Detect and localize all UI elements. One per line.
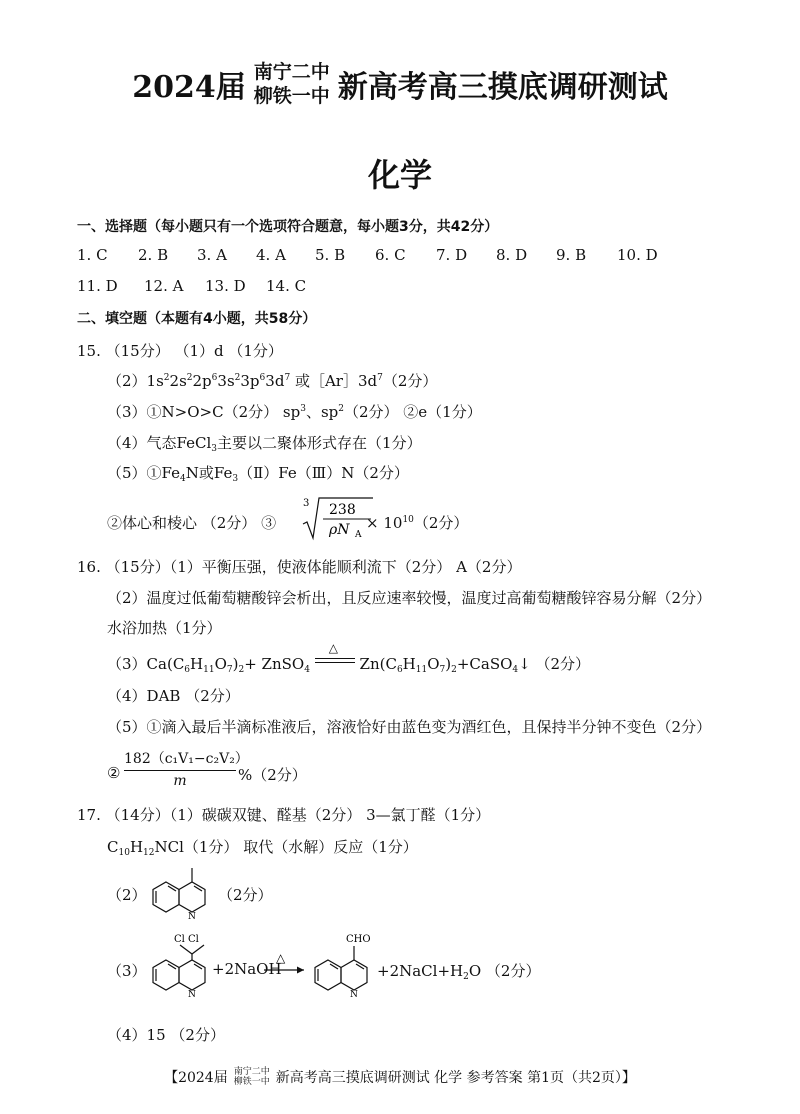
answer: 11. D xyxy=(77,277,118,295)
q16-part2: （2）温度过低葡萄糖酸锌会析出，且反应速率较慢，温度过高葡萄糖酸锌容易分解（2分） xyxy=(107,589,712,607)
fraction-numerator: 182（c₁V₁−c₂V₂） xyxy=(124,748,236,771)
q17-part2-score: （2分） xyxy=(218,886,273,904)
q16-part2b: 水浴加热（1分） xyxy=(107,619,222,637)
q16-part3: $(3)Ca(C_6H_{11}O_7)_2+$ ZnSO$_4$ △ $Zn(C_6H_{11}O_7)_2+CaSO_4↓$ （2分） xyxy=(107,641,591,675)
chlorine-atoms: Cl Cl xyxy=(174,934,199,945)
answer: 10. D xyxy=(617,246,658,264)
title-exam: 新高考高三摸底调研测试 xyxy=(337,70,668,105)
root-index: 3 xyxy=(303,498,310,509)
answer: 12. A xyxy=(144,277,184,295)
exam-title xyxy=(0,60,800,108)
page-footer xyxy=(0,1067,800,1087)
footer-schools xyxy=(234,1067,270,1087)
answer: 5. B xyxy=(315,246,346,264)
nitrogen-atom: N xyxy=(188,990,196,998)
q16-part6-tail: %（2分） xyxy=(238,766,307,784)
root-denominator-sub: A xyxy=(355,530,362,540)
q17-head: 17. （14分）（1）碳碳双键、醛基（2分） 3—氯丁醛（1分） xyxy=(77,806,491,824)
q16-head: 16. （15分）（1）平衡压强，使液体能顺利流下（2分） A（2分） xyxy=(77,558,522,576)
q15-part6-tail: × $10^{10}(2$分） xyxy=(366,514,469,532)
q17-part1b: $C_{10}H_{12}NCl(1$分） 取代（水解）反应（1分） xyxy=(107,838,418,858)
q15-part6-text: ②体心和棱心 （2分） ③ xyxy=(107,514,277,532)
quinoline-aldehyde-structure xyxy=(302,928,382,998)
q17-part2-label: （2） xyxy=(107,886,147,904)
footer-school-2: 柳铁一中 xyxy=(233,1077,270,1087)
dichloromethyl-quinoline-structure xyxy=(140,928,220,998)
answer: 1. C xyxy=(77,246,108,264)
nitrogen-atom: N xyxy=(350,990,358,998)
title-schools xyxy=(254,60,330,108)
reaction-condition: △ xyxy=(315,653,355,669)
q17-part4: （4）15 （2分） xyxy=(107,1026,225,1044)
q15-part4: （4）气态FeCl$_3$主要以二聚体形式存在（1分） xyxy=(107,434,422,454)
q16-part4: （4）DAB （2分） xyxy=(107,687,240,705)
answer: 6. C xyxy=(375,246,406,264)
answer: 7. D xyxy=(436,246,468,264)
section2-title: 二、填空题（本题有4小题，共58分） xyxy=(77,311,317,327)
fraction-denominator: m xyxy=(173,773,187,789)
footer-left: 【2024届 xyxy=(164,1070,228,1086)
title-year: 2024届 xyxy=(132,70,246,105)
footer-right: 新高考高三摸底调研测试 化学 参考答案 第1页（共2页）】 xyxy=(275,1070,636,1086)
answer: 2. B xyxy=(138,246,169,264)
answer: 14. C xyxy=(266,277,307,295)
purity-fraction xyxy=(124,748,249,789)
answer: 8. D xyxy=(496,246,528,264)
methylquinoline-structure xyxy=(140,862,220,922)
root-denominator: ρN xyxy=(329,522,350,538)
answer: 4. A xyxy=(256,246,286,264)
root-numerator: 238 xyxy=(329,502,356,518)
answer: 3. A xyxy=(197,246,227,264)
q17-part3-label: （3） xyxy=(107,962,147,980)
section1-title: 一、选择题（每小题只有一个选项符合题意，每小题3分，共42分） xyxy=(77,219,499,235)
heat-condition: △ xyxy=(276,951,286,965)
answer: 13. D xyxy=(205,277,246,295)
answer: 9. B xyxy=(556,246,587,264)
q15-part3: （3）①N>O>C（2分） $sp^3$、$sp^2(2$分） ②e（1分） xyxy=(107,403,482,421)
answers-row-2 xyxy=(77,277,306,295)
q16-part5: （5）①滴入最后半滴标准液后，溶液恰好由蓝色变为酒红色，且保持半分钟不变色（2分） xyxy=(107,718,712,736)
aldehyde-group: CHO xyxy=(346,934,371,945)
school-2: 柳铁一中 xyxy=(253,85,330,107)
q17-part3-reagent: +2NaOH xyxy=(212,960,282,978)
q15-head: 15. （15分） （1）d （1分） xyxy=(77,342,283,360)
q15-part5: $(5)①Fe_4N$或$Fe_3(Ⅱ)Fe(Ⅲ)N(2$分） xyxy=(107,464,409,484)
footer-school-1: 南宁二中 xyxy=(233,1067,270,1077)
subject-title: 化学 xyxy=(367,156,432,194)
answers-row-1 xyxy=(77,246,658,264)
q16-part6-label: ② xyxy=(107,764,121,782)
q15-part2: $(2)1s^22s^22p^63s^23p^63d^7$ 或$[Ar]3d^7(2$分） xyxy=(107,372,438,390)
nitrogen-atom: N xyxy=(188,912,196,922)
school-1: 南宁二中 xyxy=(253,61,330,83)
q17-part3-products: $+2NaCl+H_2O$ （2分） xyxy=(377,962,541,982)
